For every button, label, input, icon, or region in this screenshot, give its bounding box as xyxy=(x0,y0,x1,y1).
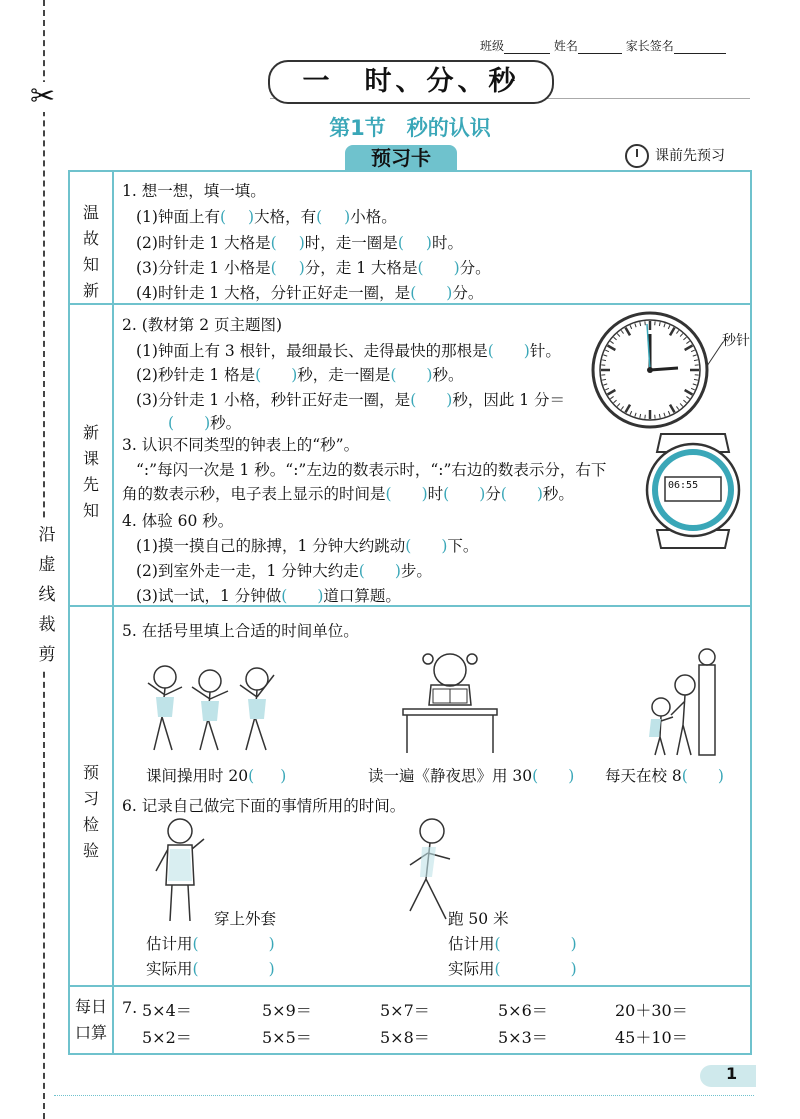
section-label-review: 温 故 知 新 xyxy=(82,203,99,300)
answer-blank[interactable]: ( ) xyxy=(219,208,255,226)
question-4-3: (3)试一试，1 分钟做( )道口算题。 xyxy=(136,587,401,605)
calc-item: 5×9＝ xyxy=(262,1001,312,1020)
answer-blank[interactable]: ( ) xyxy=(500,485,543,503)
bottom-rule xyxy=(54,1095,754,1096)
answer-blank[interactable]: ( ) xyxy=(270,234,305,252)
section-title: 第1节 秒的认识 xyxy=(329,116,491,140)
table-row-divider xyxy=(68,985,752,987)
question-1-1: (1)钟面上有( )大格，有( )小格。 xyxy=(136,208,397,226)
task-1-estimate: 估计用( ) xyxy=(146,935,275,953)
calc-item: 20＋30＝ xyxy=(615,1001,688,1020)
question-1-3: (3)分针走 1 小格是( )分，走 1 大格是( )分。 xyxy=(136,259,491,277)
answer-blank[interactable]: ( ) xyxy=(494,935,577,953)
answer-blank[interactable]: ( ) xyxy=(390,366,433,384)
question-3-b: 角的数表示秒，电子表上显示的时间是( )时( )分( )秒。 xyxy=(122,485,574,503)
question-2-3b: ( )秒。 xyxy=(168,414,242,432)
scissors-icon: ✂ xyxy=(30,79,56,114)
answer-blank[interactable]: ( ) xyxy=(316,208,351,226)
question-2-3: (3)分针走 1 小格，秒针正好走一圈，是( )秒，因此 1 分＝ xyxy=(136,391,566,409)
section-label-daily: 每日 口算 xyxy=(74,997,107,1042)
question-2-1: (1)钟面上有 3 根针，最细最长、走得最快的那根是( )针。 xyxy=(136,342,561,360)
answer-blank[interactable]: ( ) xyxy=(494,960,577,978)
exercise-kids-illustration xyxy=(140,655,290,755)
section-label-new: 新 课 先 知 xyxy=(82,423,99,520)
calc-item: 45＋10＝ xyxy=(615,1028,688,1047)
answer-blank[interactable]: ( ) xyxy=(270,259,305,277)
calc-item: 5×5＝ xyxy=(262,1028,312,1047)
name-label: 姓名 xyxy=(553,39,578,53)
question-6: 6. 记录自己做完下面的事情所用的时间。 xyxy=(122,797,406,815)
question-4-2: (2)到室外走一走，1 分钟大约走( )步。 xyxy=(136,562,432,580)
class-label: 班级 xyxy=(480,39,505,53)
answer-blank[interactable]: ( ) xyxy=(281,587,324,605)
check-item-2: 读一遍《静夜思》用 30( ) xyxy=(368,767,575,785)
preview-tag xyxy=(625,144,725,168)
task-2-actual: 实际用( ) xyxy=(448,960,577,978)
second-hand-label: 秒针 xyxy=(722,333,750,349)
answer-blank[interactable]: ( ) xyxy=(681,767,724,785)
parent-signature-label: 家长签名 xyxy=(625,39,674,53)
analog-clock-figure xyxy=(590,310,710,430)
boy-coat-illustration xyxy=(150,815,210,925)
answer-blank[interactable]: ( ) xyxy=(255,366,298,384)
question-1: 1. 想一想，填一填。 xyxy=(122,182,266,200)
answer-blank[interactable]: ( ) xyxy=(487,342,530,360)
answer-blank[interactable]: ( ) xyxy=(443,485,486,503)
answer-blank[interactable]: ( ) xyxy=(410,391,453,409)
preview-tag-text: 课前先预习 xyxy=(655,148,725,164)
answer-blank[interactable]: ( ) xyxy=(192,960,275,978)
answer-blank[interactable]: ( ) xyxy=(192,935,275,953)
question-3-a: “:”每闪一次是 1 秒。“:”左边的数表示时，“:”右边的数表示分，右下 xyxy=(136,461,607,479)
school-kids-illustration xyxy=(625,645,725,760)
calc-item: 5×4＝ xyxy=(142,1001,192,1020)
calc-item: 5×8＝ xyxy=(380,1028,430,1047)
clock-icon xyxy=(625,144,649,168)
unit-title: 一 时、分、秒 xyxy=(268,60,554,104)
answer-blank[interactable]: ( ) xyxy=(410,284,453,302)
answer-blank[interactable]: ( ) xyxy=(168,414,211,432)
question-1-2: (2)时针走 1 大格是( )时，走一圈是( )时。 xyxy=(136,234,463,252)
check-item-1: 课间操用时 20( ) xyxy=(146,767,287,785)
task-1-label: 穿上外套 xyxy=(214,910,277,928)
question-4: 4. 体验 60 秒。 xyxy=(122,512,234,530)
section-label-check: 预 习 检 验 xyxy=(82,763,99,860)
header-fields xyxy=(480,37,726,54)
check-item-3: 每天在校 8( ) xyxy=(605,767,724,785)
answer-blank[interactable]: ( ) xyxy=(248,767,287,785)
question-7: 7. xyxy=(122,998,138,1017)
card-title: 预习卡 xyxy=(371,146,431,170)
calc-item: 5×6＝ xyxy=(498,1001,548,1020)
cut-line-text: 沿 虚 线 裁 剪 xyxy=(36,520,58,670)
second-hand-pointer xyxy=(705,340,727,370)
answer-blank[interactable]: ( ) xyxy=(417,259,460,277)
question-2: 2. (教材第 2 页主题图) xyxy=(122,316,283,334)
calc-item: 5×2＝ xyxy=(142,1028,192,1047)
calc-item: 5×3＝ xyxy=(498,1028,548,1047)
question-4-1: (1)摸一摸自己的脉搏，1 分钟大约跳动( )下。 xyxy=(136,537,479,555)
question-3: 3. 认识不同类型的钟表上的“秒”。 xyxy=(122,436,360,454)
question-5: 5. 在括号里填上合适的时间单位。 xyxy=(122,622,359,640)
page-number: 1 xyxy=(726,1064,738,1083)
watch-display: 06:55 xyxy=(668,480,699,491)
answer-blank[interactable]: ( ) xyxy=(385,485,428,503)
calc-item: 5×7＝ xyxy=(380,1001,430,1020)
reading-girl-illustration xyxy=(395,645,505,755)
answer-blank[interactable]: ( ) xyxy=(358,562,401,580)
task-2-estimate: 估计用( ) xyxy=(448,935,577,953)
question-2-2: (2)秒针走 1 格是( )秒，走一圈是( )秒。 xyxy=(136,366,464,384)
answer-blank[interactable]: ( ) xyxy=(405,537,448,555)
answer-blank[interactable]: ( ) xyxy=(532,767,575,785)
task-1-actual: 实际用( ) xyxy=(146,960,275,978)
question-1-4: (4)时针走 1 大格，分针正好走一圈，是( )分。 xyxy=(136,284,484,302)
task-2-label: 跑 50 米 xyxy=(448,910,509,928)
answer-blank[interactable]: ( ) xyxy=(397,234,432,252)
